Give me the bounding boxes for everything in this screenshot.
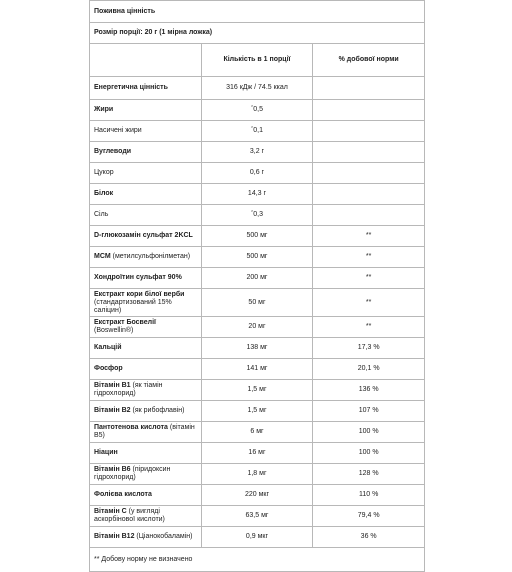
row-name-detail: (Ціанокобаламін) <box>134 533 193 540</box>
row-name-bold: Вітамін B2 <box>94 407 131 414</box>
table-row <box>90 422 425 443</box>
row-name-detail: (як тіамін гідрохлорид) <box>94 382 163 397</box>
table-title: Поживна цінність <box>90 1 425 23</box>
table-row <box>90 380 425 401</box>
title-row <box>90 1 425 23</box>
row-amount: 220 мкг <box>201 485 313 506</box>
row-name <box>90 401 202 422</box>
serving-size <box>90 23 425 44</box>
header-row <box>90 44 425 77</box>
row-name: Цукор <box>90 163 202 184</box>
row-daily-value: 100 % <box>313 422 425 443</box>
table-row <box>90 527 425 548</box>
table-row <box>90 443 425 464</box>
row-name: Вуглеводи <box>90 142 202 163</box>
row-daily-value: ** <box>313 247 425 268</box>
row-amount: 1,5 мг <box>201 380 313 401</box>
row-amount: ˆ0,3 <box>201 205 313 226</box>
row-name <box>90 289 202 317</box>
row-name <box>90 422 202 443</box>
row-daily-value <box>313 184 425 205</box>
row-name: Білок <box>90 184 202 205</box>
header-blank <box>90 44 202 77</box>
table-row <box>90 247 425 268</box>
table-row <box>90 163 425 184</box>
row-name <box>90 443 202 464</box>
row-amount: ˆ0,5 <box>201 100 313 121</box>
table-row <box>90 184 425 205</box>
table-row <box>90 485 425 506</box>
row-daily-value: 36 % <box>313 527 425 548</box>
row-daily-value: 136 % <box>313 380 425 401</box>
row-daily-value: 79,4 % <box>313 506 425 527</box>
row-amount: ˆ0,1 <box>201 121 313 142</box>
row-name-bold: Вітамін C <box>94 508 127 515</box>
row-amount: 1,8 мг <box>201 464 313 485</box>
row-name <box>90 464 202 485</box>
row-amount: 1,5 мг <box>201 401 313 422</box>
header-daily-value: % добової норми <box>313 44 425 77</box>
table-row <box>90 121 425 142</box>
row-name-bold: Екстракт кори білої верби <box>94 290 185 298</box>
row-name-bold: Вітамін B1 <box>94 382 131 389</box>
nutrition-facts-table <box>89 0 425 572</box>
row-amount: 3,2 г <box>201 142 313 163</box>
row-amount: 200 мг <box>201 268 313 289</box>
row-name-bold: Фосфор <box>94 365 123 372</box>
row-name <box>90 268 202 289</box>
row-name-bold: Екстракт Босвелії <box>94 319 157 326</box>
row-daily-value: 128 % <box>313 464 425 485</box>
row-amount: 20 мг <box>201 317 313 338</box>
row-name <box>90 527 202 548</box>
row-amount: 316 кДж / 74.5 ккал <box>201 77 313 100</box>
row-name: Насичені жири <box>90 121 202 142</box>
row-name-bold: Ніацин <box>94 449 118 456</box>
row-daily-value <box>313 163 425 184</box>
row-name <box>90 380 202 401</box>
row-amount: 14,3 г <box>201 184 313 205</box>
serving-size-text: Розмір порції: 20 г (1 мірна ложка) <box>94 29 213 36</box>
header-amount: Кількість в 1 порції <box>201 44 313 77</box>
row-name-bold: MCM <box>94 253 111 260</box>
row-daily-value <box>313 205 425 226</box>
serving-row <box>90 23 425 44</box>
row-amount: 500 мг <box>201 247 313 268</box>
row-name-detail: (вітамін B5) <box>94 424 195 439</box>
row-daily-value: 17,3 % <box>313 338 425 359</box>
row-daily-value: 107 % <box>313 401 425 422</box>
row-daily-value <box>313 121 425 142</box>
row-daily-value: 100 % <box>313 443 425 464</box>
row-daily-value: 110 % <box>313 485 425 506</box>
row-name-detail: (піридоксин гідрохлорид) <box>94 466 171 481</box>
table-row <box>90 317 425 338</box>
table-row <box>90 77 425 100</box>
row-amount: 6 мг <box>201 422 313 443</box>
footnote: ** Добову норму не визначено <box>90 548 425 572</box>
table-row <box>90 268 425 289</box>
row-name <box>90 359 202 380</box>
table-row <box>90 506 425 527</box>
row-amount: 16 мг <box>201 443 313 464</box>
row-name-bold: Хондроїтин сульфат 90% <box>94 274 182 281</box>
row-daily-value <box>313 77 425 100</box>
row-daily-value <box>313 142 425 163</box>
row-amount: 500 мг <box>201 226 313 247</box>
table-row <box>90 359 425 380</box>
row-daily-value: ** <box>313 268 425 289</box>
row-name <box>90 226 202 247</box>
row-name-detail: (стандартизований 15% саліцин) <box>94 298 172 314</box>
row-name-bold: Кальцій <box>94 344 122 351</box>
table-row <box>90 289 425 317</box>
row-daily-value: ** <box>313 317 425 338</box>
row-name: Жири <box>90 100 202 121</box>
row-daily-value: ** <box>313 226 425 247</box>
row-name <box>90 247 202 268</box>
row-name-detail: (як рибофлавін) <box>130 407 185 414</box>
table-row <box>90 142 425 163</box>
row-daily-value: ** <box>313 289 425 317</box>
row-amount: 138 мг <box>201 338 313 359</box>
row-name-bold: Фолієва кислота <box>94 491 152 498</box>
row-amount: 0,6 г <box>201 163 313 184</box>
table-row <box>90 338 425 359</box>
row-name: Енергетична цінність <box>90 77 202 100</box>
row-name-bold: Вітамін B6 <box>94 466 131 473</box>
row-daily-value: 20,1 % <box>313 359 425 380</box>
row-name: Сіль <box>90 205 202 226</box>
table-row <box>90 401 425 422</box>
table-row <box>90 464 425 485</box>
row-daily-value <box>313 100 425 121</box>
row-amount: 0,9 мкг <box>201 527 313 548</box>
row-amount: 141 мг <box>201 359 313 380</box>
row-name-bold: Пантотенова кислота <box>94 424 168 431</box>
row-name-bold: D-глюкозамін сульфат 2KCL <box>94 232 193 239</box>
row-name <box>90 338 202 359</box>
footnote-row <box>90 548 425 572</box>
table-row <box>90 205 425 226</box>
row-name-bold: Вітамін B12 <box>94 533 135 540</box>
row-name-detail: (у вигляді аскорбінової кислоти) <box>94 508 165 523</box>
row-name-detail: (Boswellin®) <box>94 327 134 334</box>
row-amount: 63,5 мг <box>201 506 313 527</box>
row-name-detail: (метилсульфонілметан) <box>110 253 191 260</box>
row-name <box>90 506 202 527</box>
table-row <box>90 100 425 121</box>
row-name <box>90 485 202 506</box>
table-row <box>90 226 425 247</box>
row-amount: 50 мг <box>201 289 313 317</box>
row-name <box>90 317 202 338</box>
